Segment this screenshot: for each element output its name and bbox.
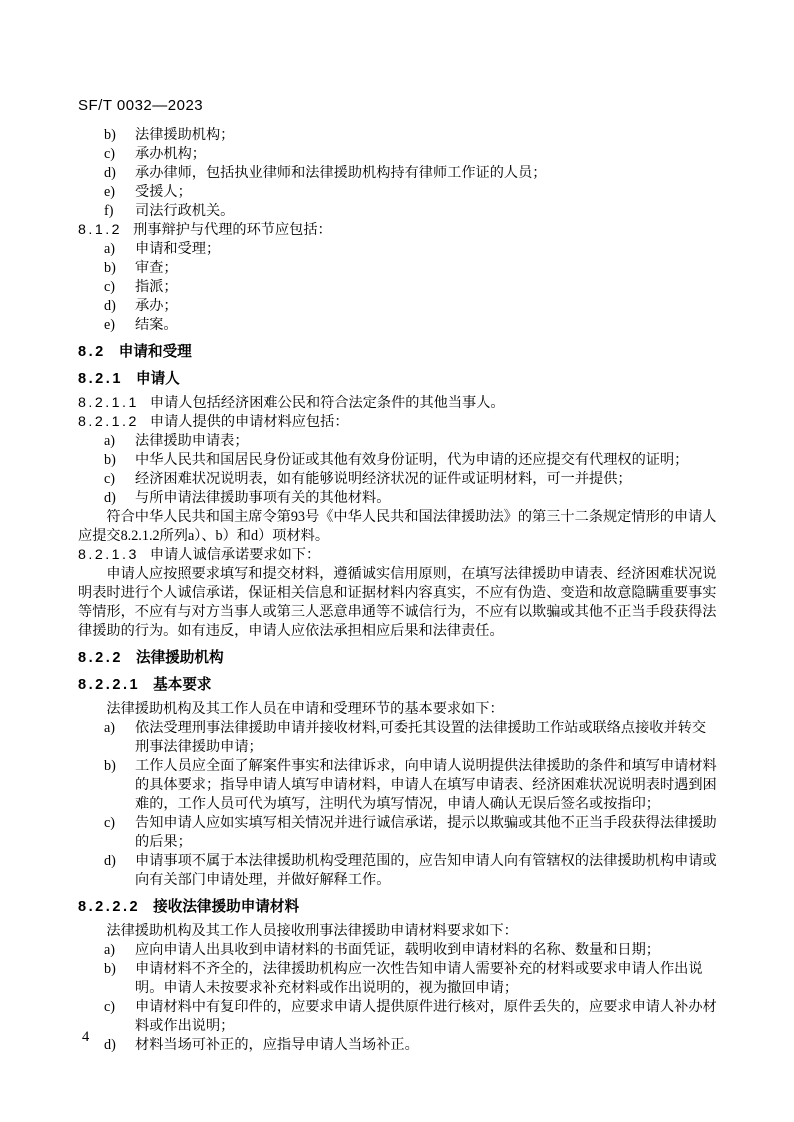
item-letter: c) [104,999,116,1015]
item-letter: c) [104,146,116,162]
list-item [78,432,719,451]
clause-heading [78,343,719,362]
document-body [78,126,719,1055]
item-text: 承办机构； [135,146,206,162]
lettered-list [78,240,719,335]
item-letter: c) [104,471,116,487]
item-letter: b) [104,260,116,276]
clause-number: 8.2.1.1 [78,395,139,411]
list-item [78,278,719,297]
clause-number: 8.2.1.2 [78,414,139,430]
item-text: 申请材料不齐全的，法律援助机构应一次性告知申请人需要补充的材料或要求申请人作出说明。申请人未按要求补充材料或作出说明的，视为撤回申请； [135,961,703,996]
item-letter: a) [104,942,116,958]
item-text: 承办律师，包括执业律师和法律援助机构持有律师工作证的人员； [135,165,547,181]
clause-text: 申请人提供的申请材料应包括： [149,414,349,430]
item-text: 法律援助申请表； [135,433,249,449]
clause-heading [78,676,719,695]
item-letter: d) [104,1037,116,1053]
item-text: 受援人； [135,184,192,200]
clause [78,394,719,413]
paragraph: 法律援助机构及其工作人员在申请和受理环节的基本要求如下： [106,701,504,717]
item-text: 申请材料中有复印件的，应要求申请人提供原件进行核对，原件丢失的，应要求申请人补办材料或作出说明； [135,999,717,1034]
item-text: 依法受理刑事法律援助申请并接收材料,可委托其设置的法律援助工作站或联络点接收并转交刑事法律援助申请； [135,720,707,755]
clause-heading [78,370,719,389]
item-letter: e) [104,184,116,200]
clause-number: 8.2.2.1 [78,677,141,693]
item-text: 中华人民共和国居民身份证或其他有效身份证明，代为申请的还应提交有代理权的证明； [135,452,689,468]
list-item [78,852,719,890]
heading-text: 申请和受理 [118,344,192,360]
list-item [78,316,719,335]
standard-number: SF/T 0032—2023 [78,97,204,114]
item-text: 指派； [135,279,178,295]
paragraph: 申请人应按照要求填写和提交材料，遵循诚实信用原则，在填写法律援助申请表、经济困难状况说明表时进行个人诚信承诺，保证相关信息和证据材料内容真实，不应有伪造、变造和故意隐瞒重要事实等情形，不应有与对方当事人或第三人恶意串通等不诚信行为，不应有以欺骗或其他不正当手段获得法律援助的行为。如有违反，申请人应依法承担相应后果和法律责任。 [78,566,717,639]
list-item [78,998,719,1036]
item-text: 承办； [135,298,178,314]
clause-heading [78,649,719,668]
clause-number: 8.2.2 [78,650,123,666]
page-number: 4 [82,1029,90,1045]
clause-text: 申请人诚信承诺要求如下： [149,547,321,563]
list-item [78,719,719,757]
item-letter: b) [104,452,116,468]
item-letter: d) [104,853,116,869]
list-item [78,145,719,164]
clause [78,546,719,565]
clause-number: 8.2.1.3 [78,547,139,563]
list-item [78,202,719,221]
list-item [78,960,719,998]
list-item [78,126,719,145]
paragraph: 法律援助机构及其工作人员接收刑事法律援助申请材料要求如下： [106,923,518,939]
item-text: 告知申请人应如实填写相关情况并进行诚信承诺，提示以欺骗或其他不正当手段获得法律援助的后果； [135,815,717,850]
item-text: 申请和受理； [135,241,221,257]
item-letter: d) [104,165,116,181]
heading-text: 接收法律援助申请材料 [153,899,300,915]
item-letter: e) [104,317,116,333]
item-letter: a) [104,433,116,449]
list-item [78,183,719,202]
lettered-list [78,941,719,1055]
item-text: 经济困难状况说明表，如有能够说明经济状况的证件或证明材料，可一并提供； [135,471,632,487]
item-letter: d) [104,490,116,506]
lettered-list [78,719,719,890]
item-text: 工作人员应全面了解案件事实和法律诉求，向申请人说明提供法律援助的条件和填写申请材料的具体要求；指导申请人填写申请材料，申请人在填写申请表、经济困难状况说明表时遇到困难的，工作人员可代为填写，注明代为填写情况，申请人确认无误后签名或按指印； [135,758,717,812]
item-letter: c) [104,815,116,831]
item-text: 应向申请人出具收到申请材料的书面凭证，载明收到申请材料的名称、数量和日期； [135,942,660,958]
clause [78,413,719,432]
lettered-list [78,432,719,508]
clause-number: 8.2.2.2 [78,899,141,915]
item-letter: a) [104,720,116,736]
list-item [78,489,719,508]
clause-text: 刑事辩护与代理的环节应包括： [133,222,332,238]
item-letter: b) [104,961,116,977]
heading-text: 基本要求 [153,677,212,693]
item-letter: b) [104,758,116,774]
clause-number: 8.2.1 [78,371,123,387]
item-letter: c) [104,279,116,295]
item-letter: d) [104,298,116,314]
list-item [78,1036,719,1055]
heading-text: 法律援助机构 [135,650,224,666]
item-letter: f) [104,203,114,219]
list-item [78,941,719,960]
item-text: 与所申请法律援助事项有关的其他材料。 [135,490,391,506]
list-item [78,757,719,814]
lettered-list [78,126,719,221]
heading-text: 申请人 [135,371,180,387]
item-text: 申请事项不属于本法律援助机构受理范围的，应告知申请人向有管辖权的法律援助机构申请或向有关部门申请处理，并做好解释工作。 [135,853,717,888]
list-item [78,240,719,259]
item-letter: b) [104,127,116,143]
list-item [78,814,719,852]
paragraph: 符合中华人民共和国主席令第93号《中华人民共和国法律援助法》的第三十二条规定情形的申请人应提交8.2.1.2所列a）、b）和d）项材料。 [78,509,717,544]
item-text: 审查； [135,260,178,276]
list-item [78,259,719,278]
list-item [78,451,719,470]
clause-heading [78,898,719,917]
clause-number: 8.1.2 [78,222,123,238]
list-item [78,470,719,489]
list-item [78,297,719,316]
list-item [78,164,719,183]
clause-text: 申请人包括经济困难公民和符合法定条件的其他当事人。 [149,395,505,411]
item-text: 司法行政机关。 [135,203,235,219]
item-text: 材料当场可补正的，应指导申请人当场补正。 [135,1037,419,1053]
item-text: 结案。 [135,317,178,333]
clause [78,221,719,240]
clause-number: 8.2 [78,344,106,360]
item-text: 法律援助机构； [135,127,235,143]
item-letter: a) [104,241,116,257]
